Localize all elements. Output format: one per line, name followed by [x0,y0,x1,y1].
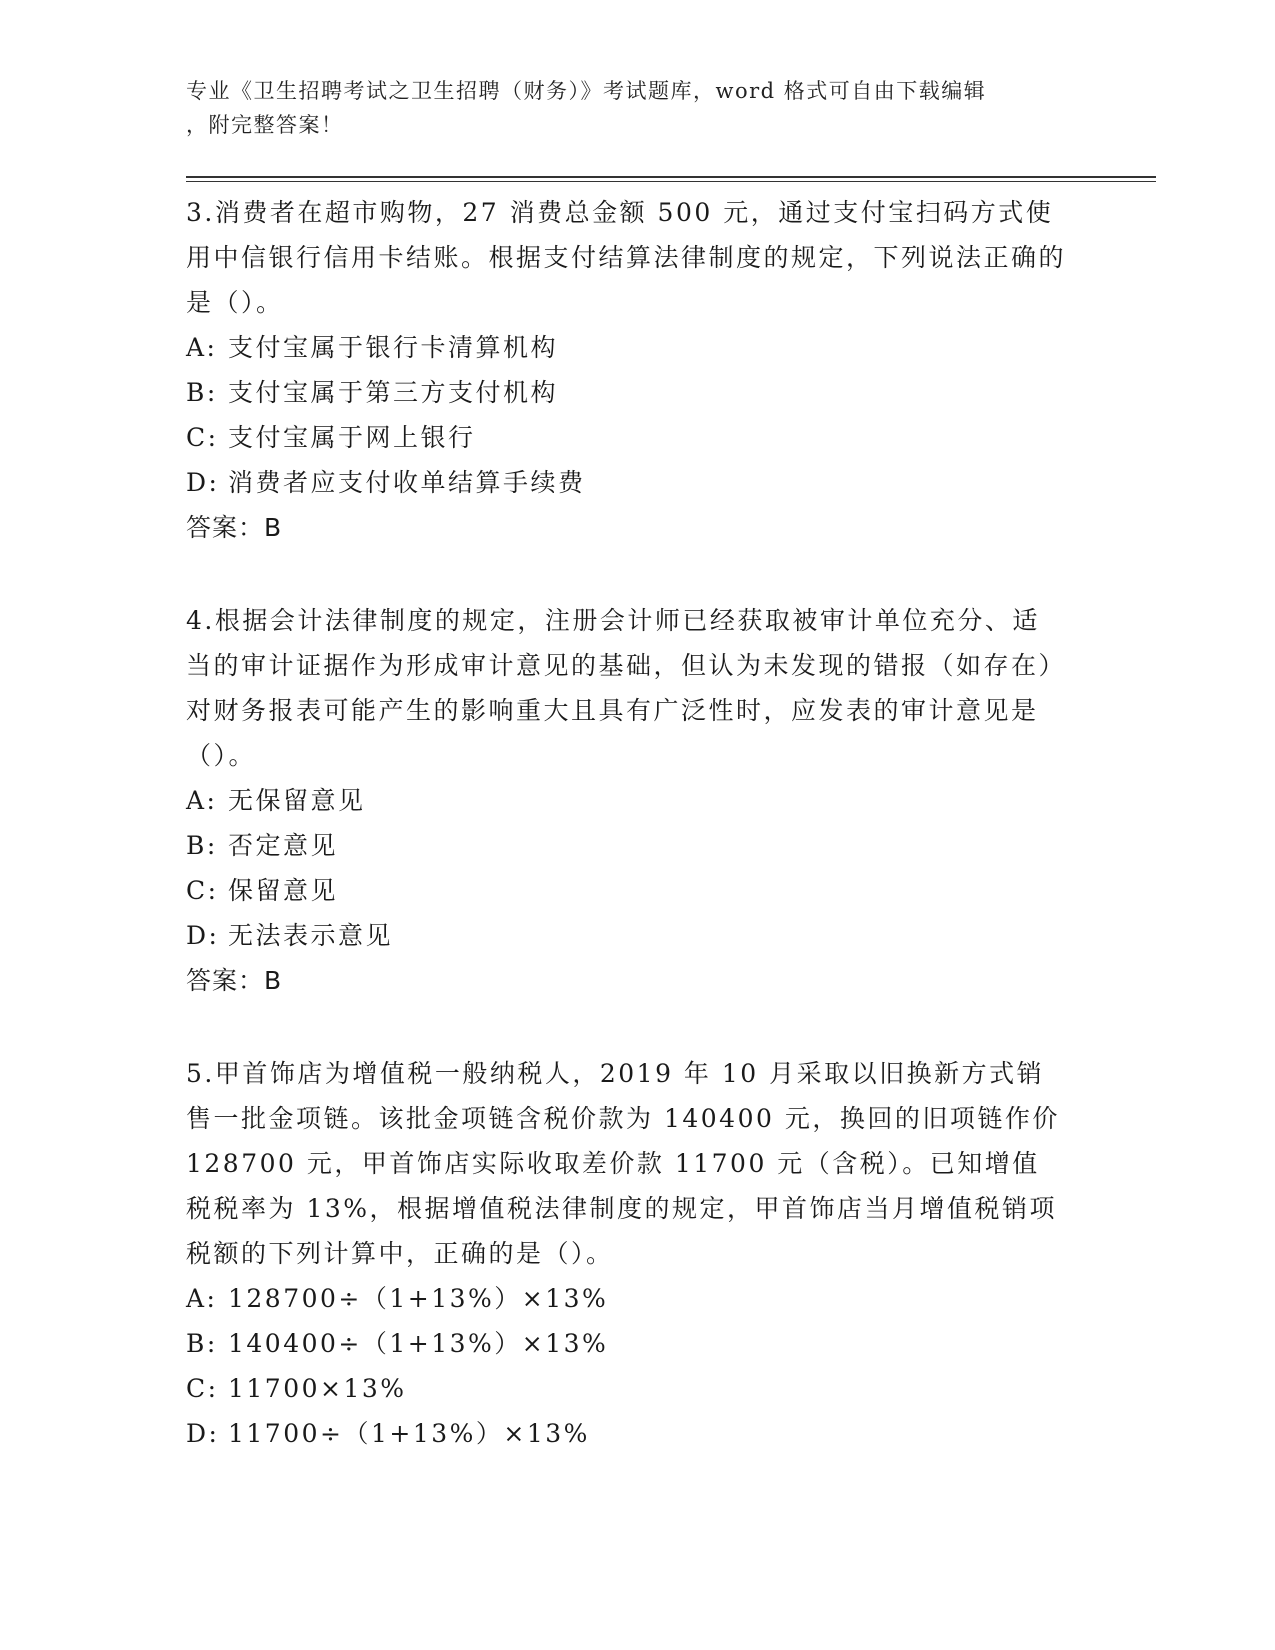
option-text: 否定意见 [228,831,339,860]
answer-line: 答案：B [186,513,283,542]
option-text: 128700÷（1+13%）×13% [228,1284,609,1313]
option-a [186,778,1066,823]
option-c [186,868,1066,913]
option-d [186,913,1066,958]
header-line-1: 专业《卫生招聘考试之卫生招聘（财务）》考试题库，word 格式可自由下载编辑 [186,79,987,103]
question-text: 5.甲首饰店为增值税一般纳税人，2019 年 10 月采取以旧换新方式销售一批金项链。该批金项链含税价款为 140400 元，换回的旧项链作价 128700 元，甲首饰店实际收取差价款 11700 元（含税）。已知增值税税率为 13%，根据增值税法律制度的规定，甲首饰店当月增值税销项税额的下列计算中，正确的是（）。 [186,1059,1060,1268]
option-b [186,370,1066,415]
option-c [186,415,1066,460]
option-letter: A: [186,333,218,362]
option-d [186,1411,1066,1456]
option-letter: D: [186,921,220,950]
option-text: 支付宝属于网上银行 [228,423,476,452]
option-d [186,460,1066,505]
option-letter: C: [186,1374,219,1403]
question-3 [186,190,1066,550]
question-text: 3.消费者在超市购物，27 消费总金额 500 元，通过支付宝扫码方式使用中信银行信用卡结账。根据支付结算法律制度的规定，下列说法正确的是（）。 [186,198,1067,317]
option-letter: A: [186,786,218,815]
option-text: 无法表示意见 [228,921,394,950]
option-a [186,1276,1066,1321]
option-text: 11700×13% [228,1374,407,1403]
option-letter: C: [186,876,219,905]
option-letter: B: [186,831,218,860]
option-text: 保留意见 [228,876,339,905]
option-letter: C: [186,423,219,452]
header-line-2: ，附完整答案！ [186,113,344,137]
option-letter: B: [186,378,218,407]
option-a [186,325,1066,370]
header-divider-thick [186,176,1156,178]
option-b [186,1321,1066,1366]
option-text: 支付宝属于第三方支付机构 [228,378,559,407]
option-letter: D: [186,1419,220,1448]
question-text: 4.根据会计法律制度的规定，注册会计师已经获取被审计单位充分、适当的审计证据作为形成审计意见的基础，但认为未发现的错报（如存在）对财务报表可能产生的影响重大且具有广泛性时，应发表的审计意见是（）。 [186,606,1067,770]
question-4 [186,598,1066,1003]
option-letter: A: [186,1284,218,1313]
question-list [186,190,1066,1504]
option-text: 消费者应支付收单结算手续费 [228,468,586,497]
option-text: 11700÷（1+13%）×13% [228,1419,590,1448]
option-letter: B: [186,1329,218,1358]
option-b [186,823,1066,868]
option-letter: D: [186,468,220,497]
option-text: 140400÷（1+13%）×13% [228,1329,609,1358]
document-header [186,74,1066,142]
option-text: 支付宝属于银行卡清算机构 [228,333,559,362]
option-c [186,1366,1066,1411]
header-divider-thin [186,181,1156,182]
question-5 [186,1051,1066,1456]
answer-line: 答案：B [186,966,283,995]
option-text: 无保留意见 [228,786,366,815]
